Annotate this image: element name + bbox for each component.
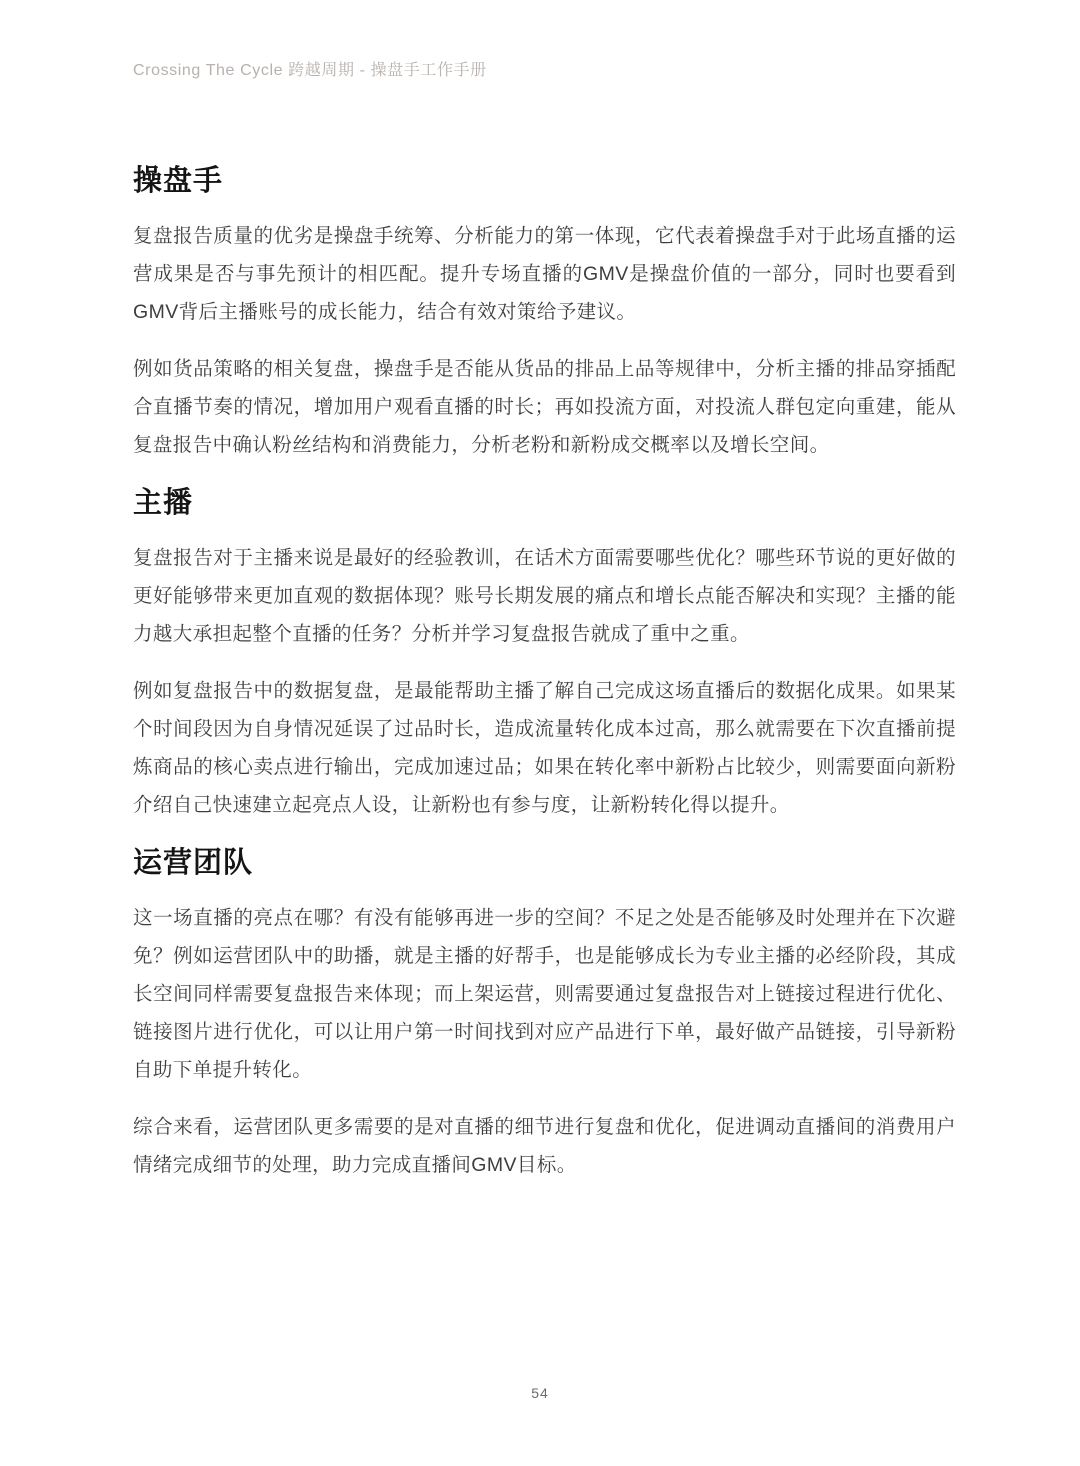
section-heading-anchor: 主播 [133, 487, 194, 519]
paragraph-anchor-2: 例如复盘报告中的数据复盘，是最能帮助主播了解自己完成这场直播后的数据化成果。如果某个时间段因为自身情况延误了过品时长，造成流量转化成本过高，那么就需要在下次直播前提炼商品的核心卖点进行输出，完成加速过品；如果在转化率中新粉占比较少，则需要面向新粉介绍自己快速建立起亮点人设，让新粉也有参与度，让新粉转化得以提升。 [133, 680, 956, 816]
paragraph-operator-1: 复盘报告质量的优劣是操盘手统筹、分析能力的第一体现，它代表着操盘手对于此场直播的运营成果是否与事先预计的相匹配。提升专场直播的GMV是操盘价值的一部分，同时也要看到GMV背后主播账号的成长能力，结合有效对策给予建议。 [133, 225, 956, 323]
paragraph-anchor-1: 复盘报告对于主播来说是最好的经验教训，在话术方面需要哪些优化？哪些环节说的更好做的更好能够带来更加直观的数据体现？账号长期发展的痛点和增长点能否解决和实现？主播的能力越大承担起整个直播的任务？分析并学习复盘报告就成了重中之重。 [133, 547, 956, 645]
paragraph-operations-team-1: 这一场直播的亮点在哪？有没有能够再进一步的空间？不足之处是否能够及时处理并在下次避免？例如运营团队中的助播，就是主播的好帮手，也是能够成长为专业主播的必经阶段，其成长空间同样需要复盘报告来体现；而上架运营，则需要通过复盘报告对上链接过程进行优化、链接图片进行优化，可以让用户第一时间找到对应产品进行下单，最好做产品链接，引导新粉自助下单提升转化。 [133, 907, 956, 1081]
section-heading-operator: 操盘手 [133, 165, 224, 197]
section-heading-operations-team: 运营团队 [133, 847, 254, 879]
document-content [133, 161, 956, 1203]
running-header: Crossing The Cycle 跨越周期 - 操盘手工作手册 [133, 62, 487, 79]
paragraph-operations-team-2: 综合来看，运营团队更多需要的是对直播的细节进行复盘和优化，促进调动直播间的消费用户情绪完成细节的处理，助力完成直播间GMV目标。 [133, 1116, 956, 1176]
paragraph-operator-2: 例如货品策略的相关复盘，操盘手是否能从货品的排品上品等规律中，分析主播的排品穿插配合直播节奏的情况，增加用户观看直播的时长；再如投流方面，对投流人群包定向重建，能从复盘报告中确认粉丝结构和消费能力，分析老粉和新粉成交概率以及增长空间。 [133, 358, 956, 456]
page-number: 54 [531, 1385, 549, 1401]
